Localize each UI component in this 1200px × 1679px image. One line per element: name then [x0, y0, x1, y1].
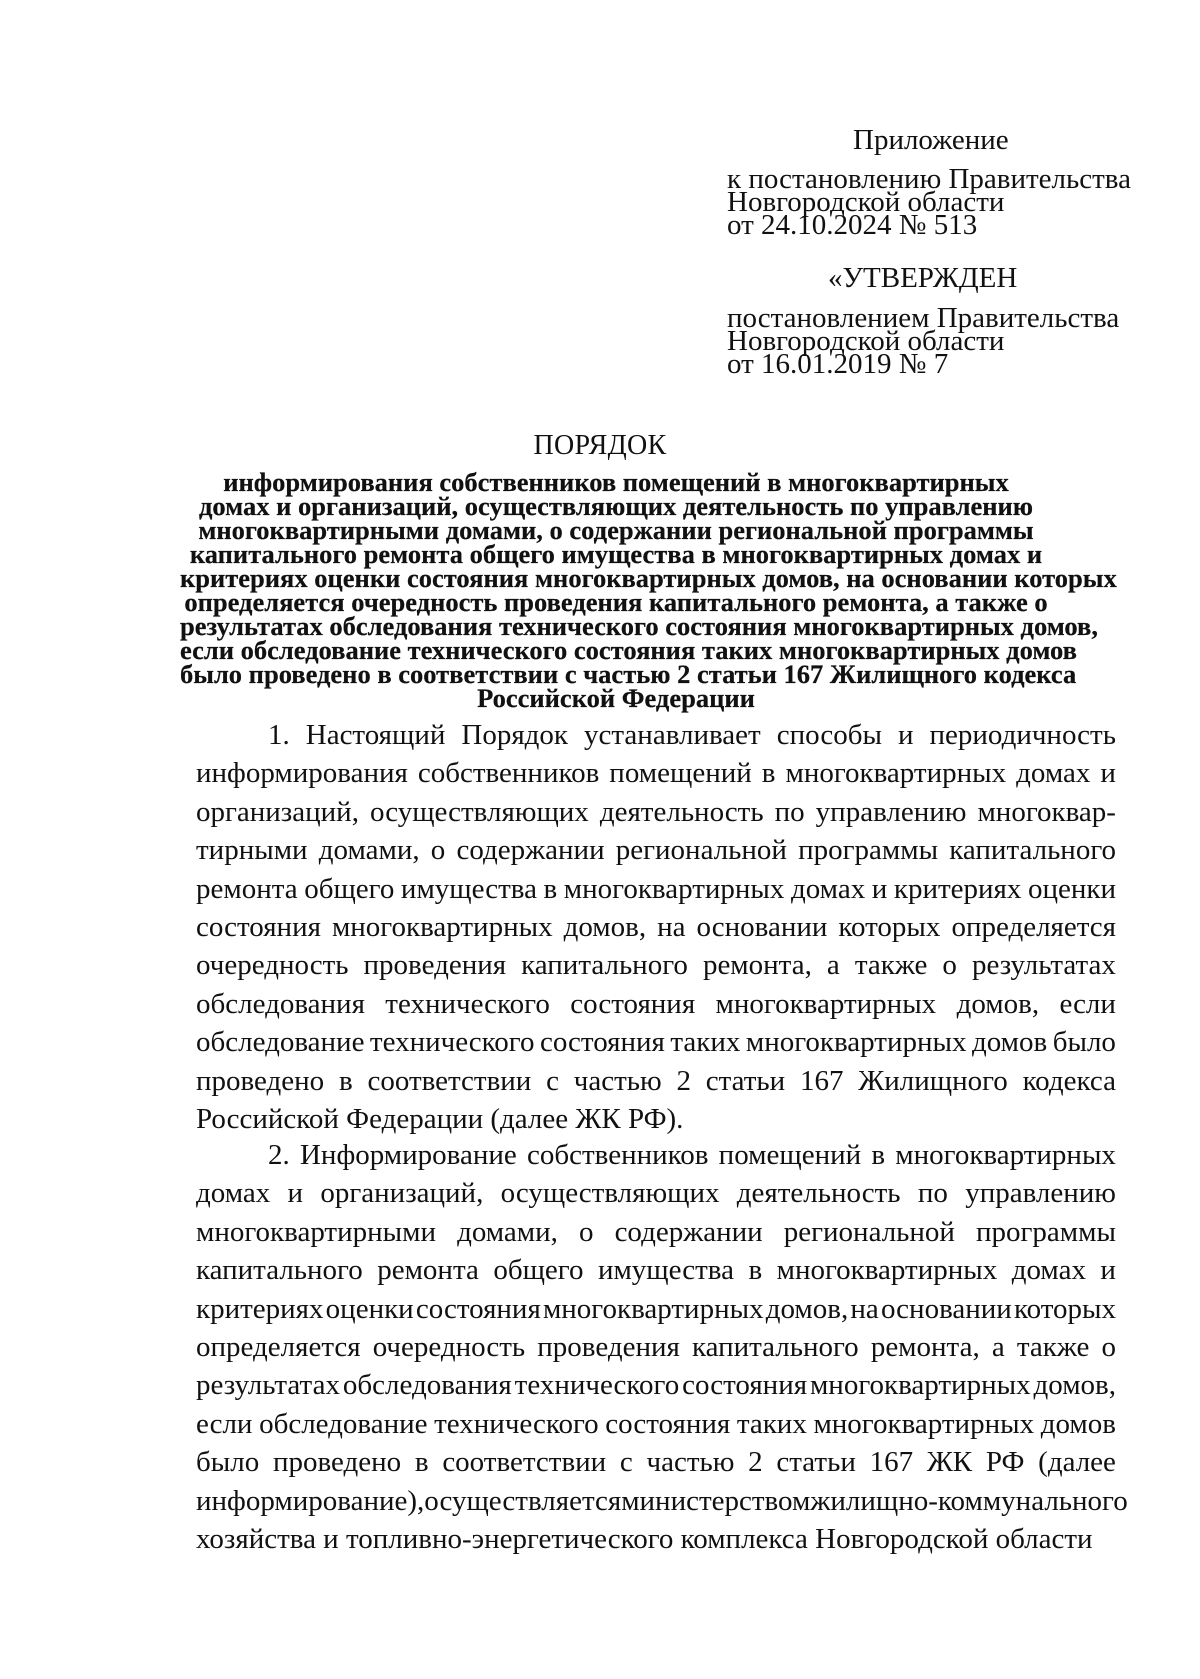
subtitle-line: Российской Федерации — [477, 683, 755, 713]
paragraph-2 — [196, 1136, 1128, 1558]
resolution-reference-line2: Новгородской области — [727, 186, 1005, 218]
paragraph-line: результатах обследования технического состояния многоквартирных домов, — [196, 1369, 1116, 1402]
paragraph-line: информирование), осуществляется министерством жилищно-коммунального — [196, 1484, 1128, 1517]
subtitle-line: критериях оценки состояния многоквартирных домов, на основании которых — [180, 563, 1117, 593]
appendix-label: Приложение — [853, 124, 1009, 156]
resolution-reference-line3: от 24.10.2024 № 513 — [727, 209, 978, 241]
paragraph-1 — [196, 716, 1116, 1138]
paragraph-line: если обследование технического состояния таких многоквартирных домов — [196, 1407, 1116, 1440]
approved-reference-line3: от 16.01.2019 № 7 — [727, 348, 949, 380]
subtitle-line: если обследование технического состояния таких многоквартирных домов — [180, 635, 1077, 665]
paragraph-line: определяется очередность проведения капитального ремонта, а также о — [196, 1330, 1116, 1363]
paragraph-line: обследование технического состояния таких многоквартирных домов было — [196, 1026, 1116, 1059]
subtitle-line: домах и организаций, осуществляющих деятельность по управлению — [198, 491, 1033, 521]
subtitle-line: информирования собственников помещений в многоквартирных — [223, 467, 1009, 497]
paragraph-line: 1. Настоящий Порядок устанавливает способы и периодичность — [268, 719, 1116, 751]
paragraph-line: обследования технического состояния многоквартирных домов, если — [196, 987, 1116, 1020]
paragraph-line: очередность проведения капитального ремонта, а также о результатах — [196, 949, 1116, 982]
paragraph-line: ремонта общего имущества в многоквартирных домах и критериях оценки — [196, 872, 1116, 905]
paragraph-line: домах и организаций, осуществляющих деятельность по управлению — [196, 1177, 1116, 1210]
subtitle-line: было проведено в соответствии с частью 2 статьи 167 Жилищного кодекса — [180, 659, 1077, 689]
paragraph-line: тирными домами, о содержании региональной программы капитального — [196, 834, 1116, 867]
subtitle-line: результатах обследования технического состояния многоквартирных домов, — [180, 611, 1098, 641]
paragraph-line: было проведено в соответствии с частью 2 статьи 167 ЖК РФ (далее — [196, 1446, 1116, 1479]
paragraph-line: состояния многоквартирных домов, на основании которых определяется — [196, 910, 1116, 943]
approved-reference-line1: постановлением Правительства — [727, 302, 1120, 334]
subtitle-line: определяется очередность проведения капитального ремонта, а также о — [184, 587, 1048, 617]
document-subtitle — [180, 467, 1117, 713]
paragraph-line: организаций, осуществляющих деятельность по управлению многоквар- — [196, 795, 1116, 828]
subtitle-line: капитального ремонта общего имущества в многоквартирных домах и — [189, 539, 1043, 569]
paragraph-line: Российской Федерации (далее ЖК РФ). — [196, 1102, 684, 1135]
paragraph-line: критериях оценки состояния многоквартирных домов, на основании которых — [196, 1292, 1116, 1325]
paragraph-line: информирования собственников помещений в многоквартирных домах и — [196, 757, 1116, 790]
approved-reference-line2: Новгородской области — [727, 325, 1005, 357]
paragraph-line: капитального ремонта общего имущества в многоквартирных домах и — [196, 1254, 1116, 1287]
resolution-reference-line1: к постановлению Правительства — [727, 163, 1131, 195]
paragraph-line: проведено в соответствии с частью 2 статьи 167 Жилищного кодекса — [196, 1064, 1116, 1097]
document-title: ПОРЯДОК — [533, 430, 667, 461]
approved-label: «УТВЕРЖДЕН — [828, 262, 1018, 294]
paragraph-line: 2. Информирование собственников помещений в многоквартирных — [268, 1139, 1116, 1171]
subtitle-line: многоквартирными домами, о содержании региональной программы — [198, 515, 1034, 545]
paragraph-line: хозяйства и топливно-энергетического комплекса Новгородской области — [196, 1522, 1093, 1555]
paragraph-line: многоквартирными домами, о содержании региональной программы — [196, 1215, 1116, 1248]
